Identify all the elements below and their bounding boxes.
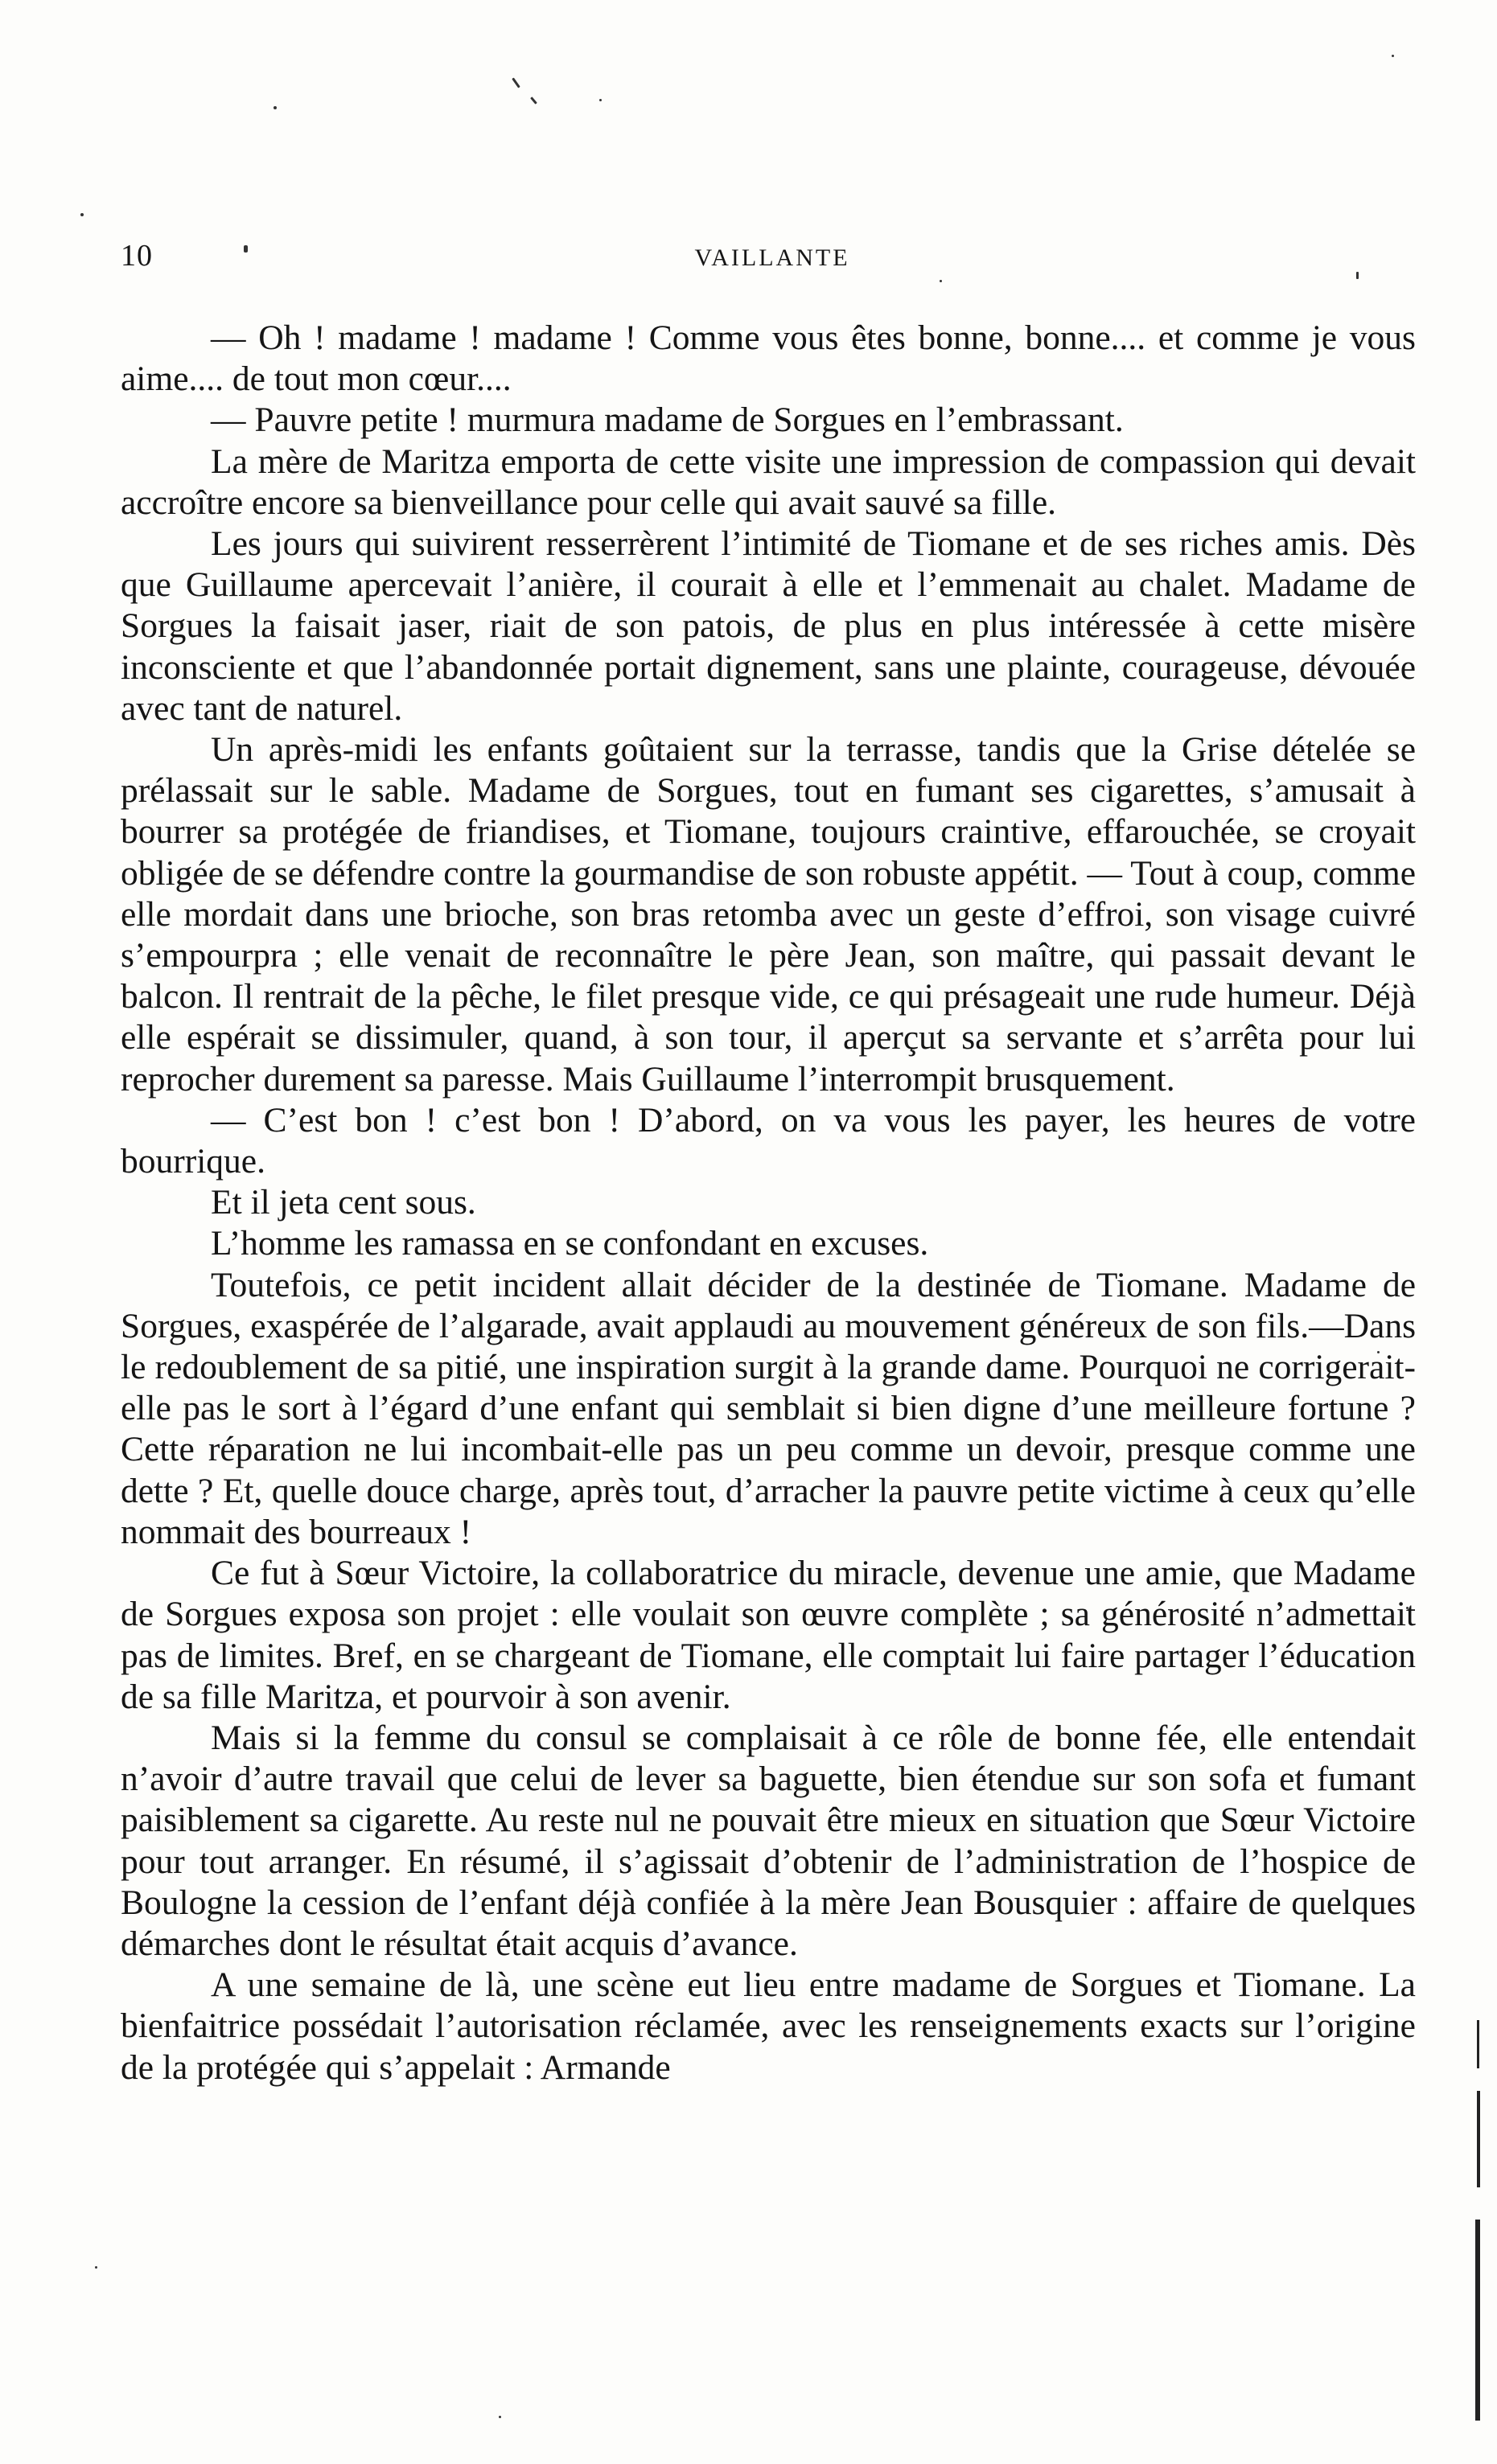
scan-speck — [499, 2416, 501, 2418]
paragraph: Un après-midi les enfants goûtaient sur la terrasse, tandis que la Grise dételée se prélassait sur le sable. Madame de Sorgues, tout en fumant ses cigarettes, s’amusait à bourrer sa protégée de friandises, et Tiomane, toujours craintive, effarouchée, se croyait obligée de se défendre contre la gourmandise de son robuste appétit. — Tout à coup, comme elle mordait dans une brioche, son bras retomba avec un geste d’effroi, son visage cuivré s’empourpra ; elle venait de reconnaître le père Jean, son maître, qui passait devant le balcon. Il rentrait de la pêche, le filet presque vide, ce qui présageait une rude humeur. Déjà elle espérait se dissimuler, quand, à son tour, il aperçut sa servante et s’arrêta pour lui reprocher durement sa paresse. Mais Guillaume l’interrompit brusquement. — [121, 730, 1416, 1099]
paragraph: — C’est bon ! c’est bon ! D’abord, on va vous les payer, les heures de votre bourrique. — [121, 1100, 1416, 1181]
paragraph: Mais si la femme du consul se complaisait à ce rôle de bonne fée, elle entendait n’avoir d’autre travail que celui de lever sa baguette, bien étendue sur son sofa et fumant paisiblement sa cigarette. Au reste nul ne pouvait être mieux en situation que Sœur Victoire pour tout arranger. En résumé, il s’agissait d’obtenir de l’administration de l’hospice de Boulogne la cession de l’enfant déjà confiée à la mère Jean Bousquier : affaire de quelques démarches dont le résultat était acquis d’avance. — [121, 1718, 1416, 1963]
scan-edge-mark — [1477, 2091, 1480, 2187]
scan-speck — [512, 77, 520, 88]
scan-edge-mark — [1475, 2220, 1480, 2421]
scan-speck — [530, 97, 537, 105]
paragraph: — Pauvre petite ! murmura madame de Sorgues en l’embrassant. — [211, 400, 1124, 440]
paragraph: Ce fut à Sœur Victoire, la collaboratrice du miracle, devenue une amie, que Madame de Sorgues exposa son projet : elle voulait son œuvre complète ; sa générosité n’admettait pas de limites. Bref, en se chargeant de Tiomane, elle comptait lui faire partager l’éducation de sa fille Maritza, et pourvoir à son avenir. — [121, 1554, 1416, 1716]
page-header — [121, 238, 1424, 286]
paragraph: Les jours qui suivirent resserrèrent l’intimité de Tiomane et de ses riches amis. Dès que Guillaume apercevait l’anière, il courait à elle et l’emmenait au chalet. Madame de Sorgues la faisait jaser, riait de son patois, de plus en plus intéressée à cette misère inconsciente et que l’abandonnée portait dignement, sans une plainte, courageuse, dévouée avec tant de naturel. — [121, 524, 1416, 728]
paragraph: Toutefois, ce petit incident allait décider de la destinée de Tiomane. Madame de Sorgues, exaspérée de l’algarade, avait applaudi au mouvement généreux de son fils.—Dans le redoublement de sa pitié, une inspiration surgit à la grande dame. Pourquoi ne corrigerait-elle pas le sort à l’égard d’une enfant qui semblait si bien digne d’une meilleure fortune ? Cette réparation ne lui incombait-elle pas un peu comme un devoir, presque comme une dette ? Et, quelle douce charge, après tout, d’arracher la pauvre petite victime à ceux qu’elle nommait des bourreaux ! — [121, 1265, 1416, 1551]
paragraph: L’homme les ramassa en se confondant en excuses. — [211, 1224, 929, 1263]
paragraph: Et il jeta cent sous. — [211, 1183, 476, 1222]
scan-edge-mark — [1477, 2020, 1479, 2068]
scan-speck — [1392, 55, 1394, 57]
scan-speck — [599, 99, 602, 101]
paragraph: — Oh ! madame ! madame ! Comme vous êtes bonne, bonne.... et comme je vous aime.... de tout mon cœur.... — [121, 318, 1416, 399]
paragraph: A une semaine de là, une scène eut lieu entre madame de Sorgues et Tiomane. La bienfaitrice possédait l’autorisation réclamée, avec les renseignements exacts sur l’origine de la protégée qui s’appelait : Armande — [121, 1965, 1416, 2087]
body-text — [121, 318, 1416, 2088]
running-head: VAILLANTE — [694, 244, 850, 271]
scan-speck — [273, 106, 277, 109]
page-number: 10 — [121, 239, 153, 273]
scan-speck — [95, 2266, 97, 2269]
paragraph: La mère de Maritza emporta de cette visite une impression de compassion qui devait accroître encore sa bienveillance pour celle qui avait sauvé sa fille. — [121, 441, 1416, 522]
scan-speck — [80, 213, 84, 216]
